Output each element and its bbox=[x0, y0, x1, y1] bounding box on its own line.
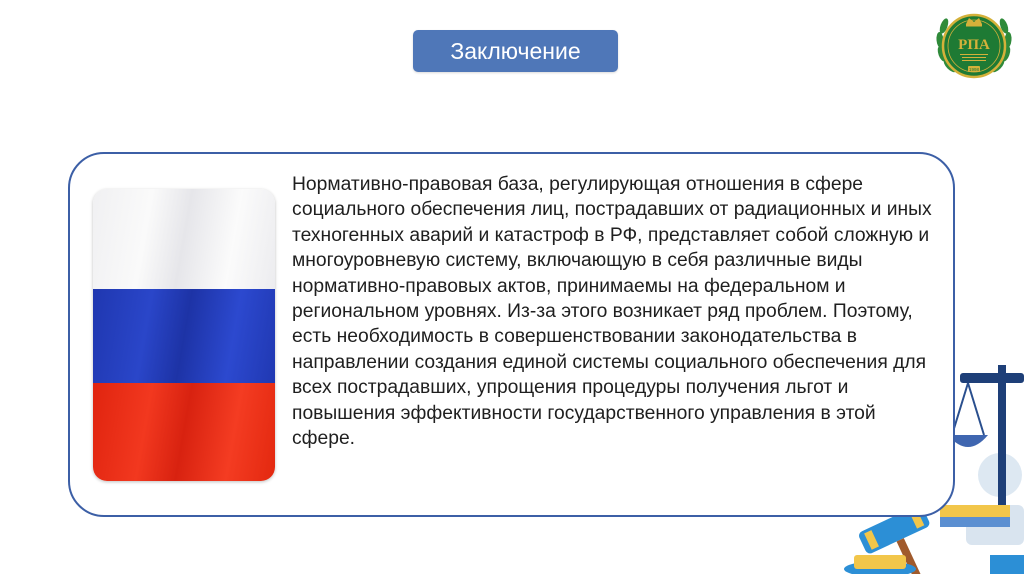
flag-red-stripe bbox=[93, 383, 275, 481]
conclusion-text: Нормативно-правовая база, регулирующая отношения в сфере социального обеспечения лиц, пострадавших от радиационных и иных техногенных аварий и катастроф в РФ, представляет собой сложную и многоуровневую систему, включающую в себя различные виды нормативно-правовых актов, принимаемы на федеральном и региональном уровнях. Из-за этого возникает ряд проблем. Поэтому, есть необходимость в совершенствовании законодательства в направлении создания единой системы социального обеспечения для всех пострадавших, упрощения процедуры получения льгот и повышения эффективности государственного управления в этой сфере. bbox=[292, 174, 932, 450]
academy-emblem-icon bbox=[930, 2, 1018, 90]
flag-blue-stripe bbox=[93, 289, 275, 383]
academy-logo bbox=[930, 2, 1018, 90]
svg-text:РПА: РПА bbox=[958, 37, 990, 53]
flag-white-stripe bbox=[93, 189, 275, 289]
russian-flag-image bbox=[93, 189, 275, 481]
svg-text:1998: 1998 bbox=[968, 67, 980, 72]
slide-title: Заключение bbox=[413, 30, 618, 72]
